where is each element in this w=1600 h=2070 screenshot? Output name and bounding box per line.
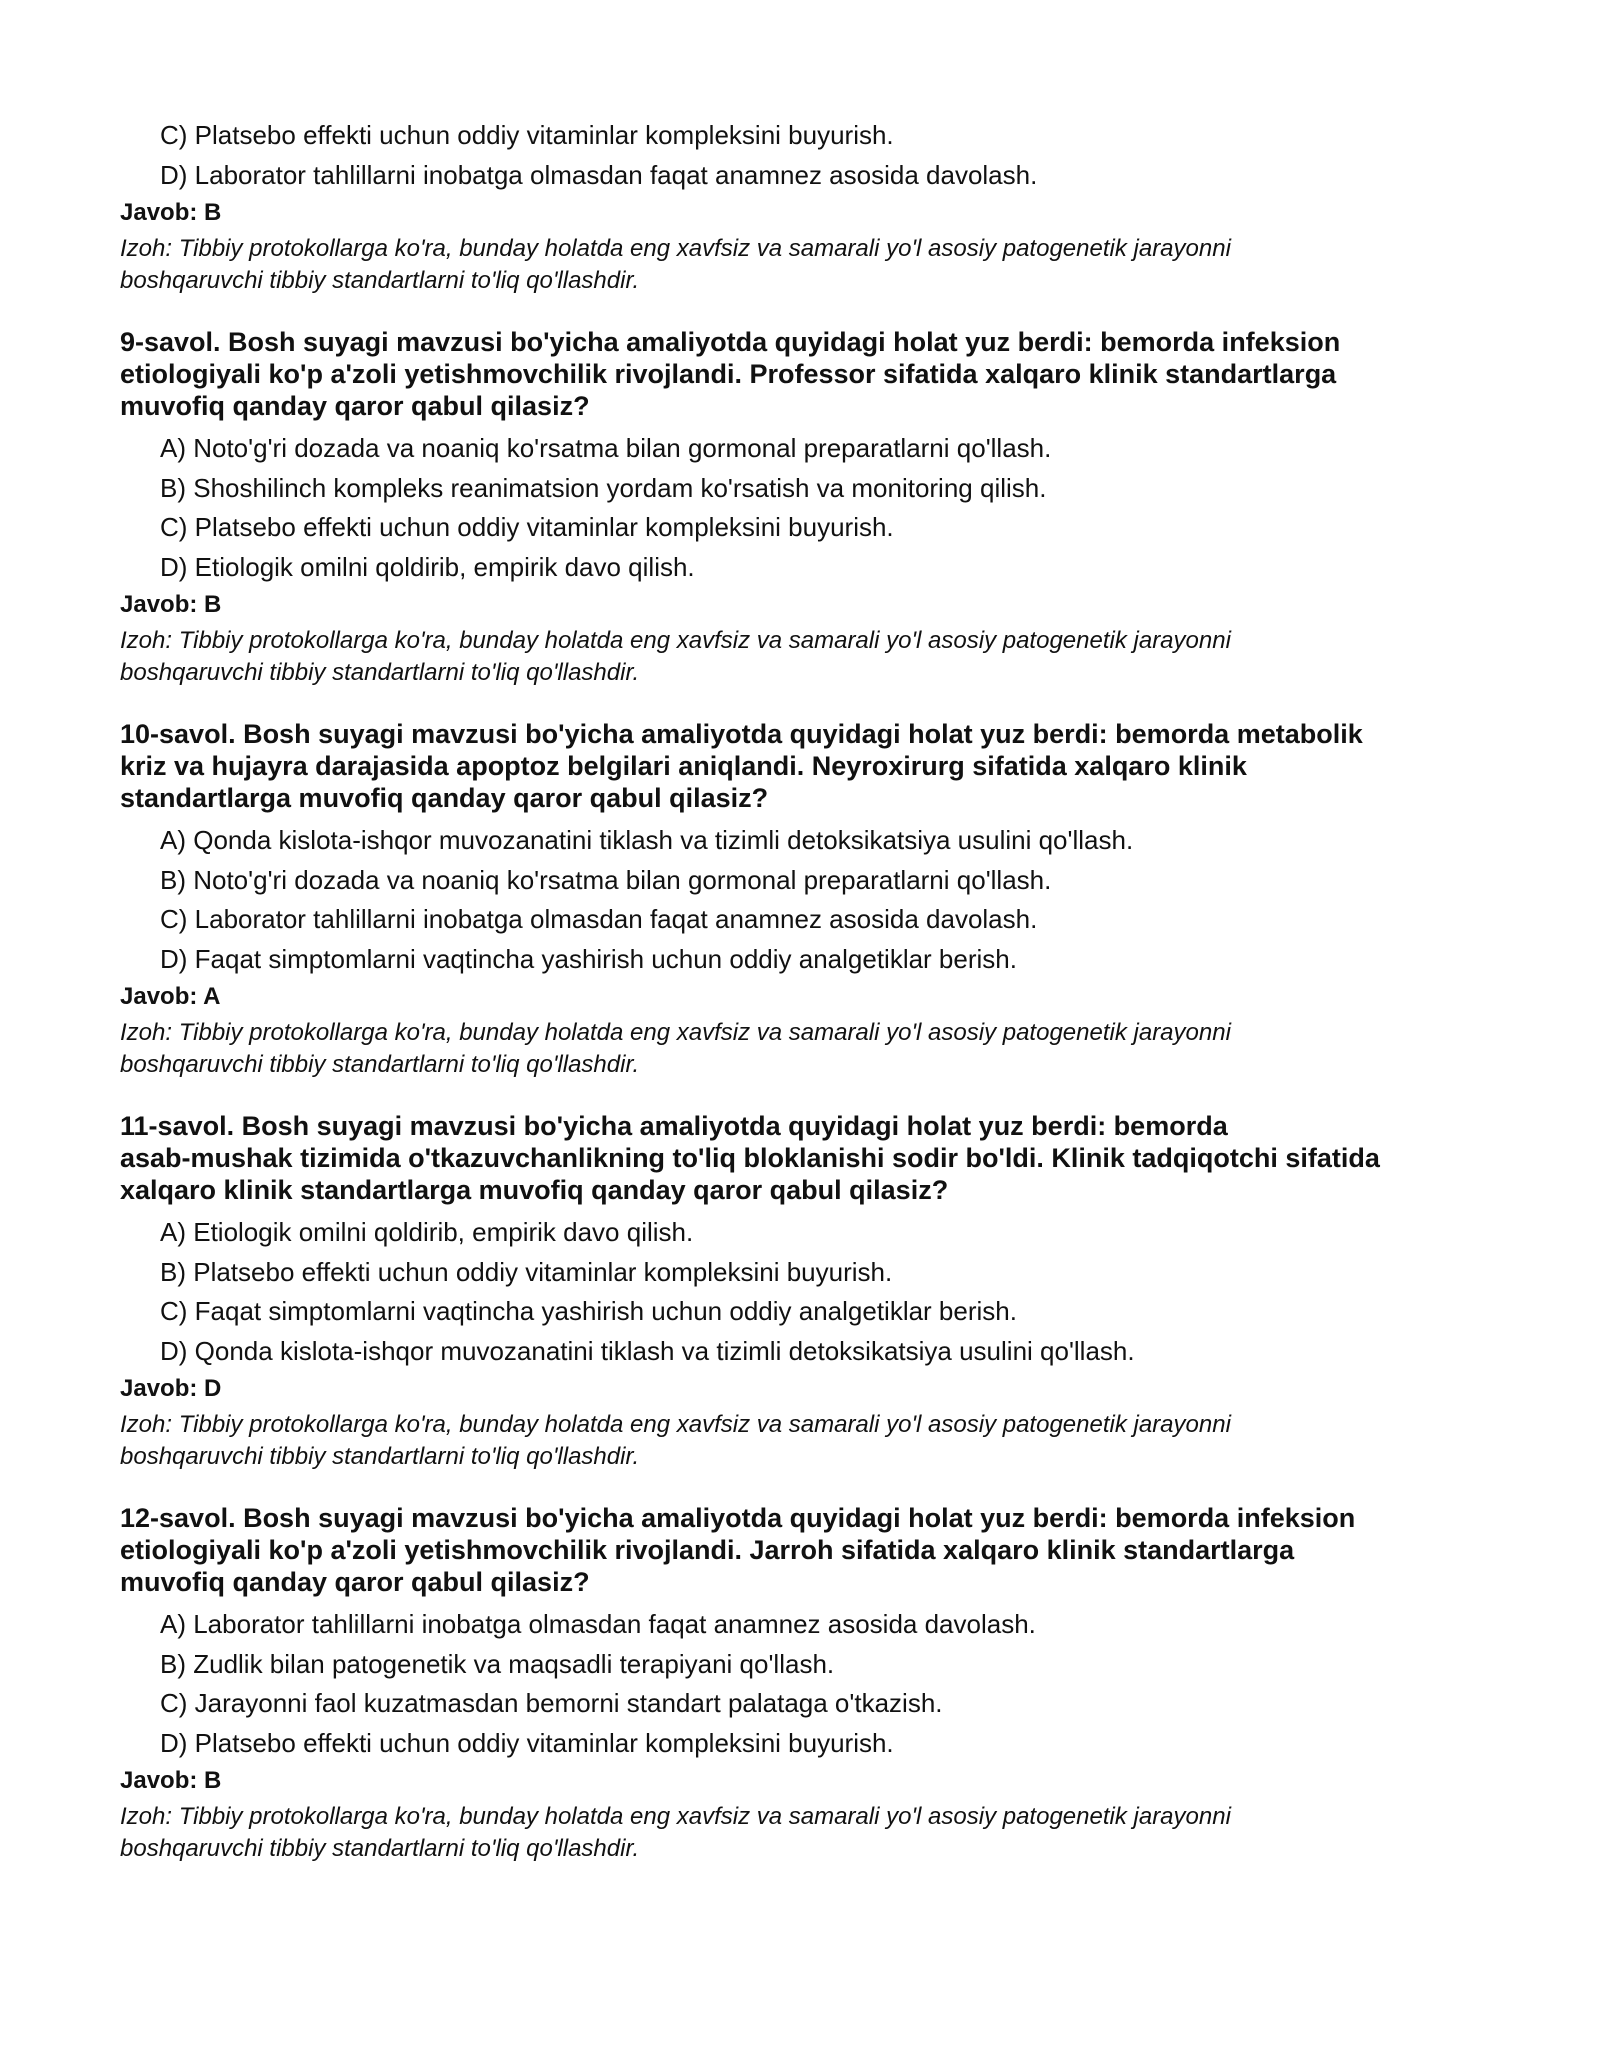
question-line-1: 12-savol. Bosh suyagi mavzusi bo'yicha amaliyotda quyidagi holat yuz berdi: bemorda infeksion <box>120 1503 1356 1533</box>
question-12 <box>120 1502 1480 1865</box>
question-line-2: etiologiyali ko'p a'zoli yetishmovchilik rivojlandi. Professor sifatida xalqaro klinik standartlarga <box>120 359 1337 389</box>
question-line-2: kriz va hujayra darajasida apoptoz belgilari aniqlandi. Neyroxirurg sifatida xalqaro klinik <box>120 751 1247 781</box>
option-a: A) Qonda kislota-ishqor muvozanatini tiklash va tizimli detoksikatsiya usulini qo'llash. <box>160 825 1134 855</box>
option-b: B) Platsebo effekti uchun oddiy vitaminlar kompleksini buyurish. <box>160 1256 893 1287</box>
answer-label: Javob: B <box>120 199 222 226</box>
explanation-line-2: boshqaruvchi tibbiy standartlarni to'liq qo'llashdir. <box>120 267 640 294</box>
question-line-1: 9-savol. Bosh suyagi mavzusi bo'yicha amaliyotda quyidagi holat yuz berdi: bemorda infeksion <box>120 327 1341 357</box>
question-text <box>120 718 1480 814</box>
question-line-3: standartlarga muvofiq qanday qaror qabul qilasiz? <box>120 783 769 813</box>
explanation-line-1: Izoh: Tibbiy protokollarga ko'ra, bunday holatda eng xavfsiz va samarali yo'l asosiy patogenetik jarayonni <box>120 235 1231 262</box>
explanation-note <box>120 1409 1480 1473</box>
document-page <box>120 116 1480 1865</box>
answer-label: Javob: B <box>120 591 222 618</box>
answer-label: Javob: B <box>120 1767 222 1794</box>
option-d: D) Etiologik omilni qoldirib, empirik davo qilish. <box>160 551 695 582</box>
explanation-line-1: Izoh: Tibbiy protokollarga ko'ra, bunday holatda eng xavfsiz va samarali yo'l asosiy patogenetik jarayonni <box>120 627 1231 654</box>
option-b: B) Noto'g'ri dozada va noaniq ko'rsatma bilan gormonal preparatlarni qo'llash. <box>160 864 1052 895</box>
option-d: D) Laborator tahlillarni inobatga olmasdan faqat anamnez asosida davolash. <box>160 159 1038 190</box>
question-line-1: 10-savol. Bosh suyagi mavzusi bo'yicha amaliyotda quyidagi holat yuz berdi: bemorda metabolik <box>120 719 1363 749</box>
option-a: A) Laborator tahlillarni inobatga olmasdan faqat anamnez asosida davolash. <box>160 1609 1036 1639</box>
question-text <box>120 326 1480 422</box>
explanation-line-2: boshqaruvchi tibbiy standartlarni to'liq qo'llashdir. <box>120 659 640 686</box>
question-line-3: muvofiq qanday qaror qabul qilasiz? <box>120 1567 590 1597</box>
question-line-1: 11-savol. Bosh suyagi mavzusi bo'yicha amaliyotda quyidagi holat yuz berdi: bemorda <box>120 1111 1228 1141</box>
option-c: C) Jarayonni faol kuzatmasdan bemorni standart palataga o'tkazish. <box>160 1688 943 1718</box>
option-d: D) Qonda kislota-ishqor muvozanatini tiklash va tizimli detoksikatsiya usulini qo'llash. <box>160 1335 1135 1366</box>
explanation-note <box>120 625 1480 689</box>
question-8-continuation <box>120 116 1480 297</box>
option-c: C) Platsebo effekti uchun oddiy vitaminlar kompleksini buyurish. <box>160 120 894 150</box>
question-9 <box>120 326 1480 689</box>
explanation-line-1: Izoh: Tibbiy protokollarga ko'ra, bunday holatda eng xavfsiz va samarali yo'l asosiy patogenetik jarayonni <box>120 1411 1231 1438</box>
option-b: B) Shoshilinch kompleks reanimatsion yordam ko'rsatish va monitoring qilish. <box>160 472 1047 503</box>
option-b: B) Zudlik bilan patogenetik va maqsadli terapiyani qo'llash. <box>160 1648 835 1679</box>
option-a: A) Noto'g'ri dozada va noaniq ko'rsatma bilan gormonal preparatlarni qo'llash. <box>160 433 1052 463</box>
option-a: A) Etiologik omilni qoldirib, empirik davo qilish. <box>160 1217 694 1247</box>
explanation-note <box>120 1017 1480 1081</box>
explanation-line-2: boshqaruvchi tibbiy standartlarni to'liq qo'llashdir. <box>120 1443 640 1470</box>
explanation-line-1: Izoh: Tibbiy protokollarga ko'ra, bunday holatda eng xavfsiz va samarali yo'l asosiy patogenetik jarayonni <box>120 1803 1231 1830</box>
question-text <box>120 1502 1480 1598</box>
option-d: D) Platsebo effekti uchun oddiy vitaminlar kompleksini buyurish. <box>160 1727 894 1758</box>
option-c: C) Laborator tahlillarni inobatga olmasdan faqat anamnez asosida davolash. <box>160 904 1038 934</box>
explanation-line-2: boshqaruvchi tibbiy standartlarni to'liq qo'llashdir. <box>120 1835 640 1862</box>
option-c: C) Faqat simptomlarni vaqtincha yashirish uchun oddiy analgetiklar berish. <box>160 1296 1017 1326</box>
question-line-3: muvofiq qanday qaror qabul qilasiz? <box>120 391 590 421</box>
answer-label: Javob: A <box>120 983 221 1010</box>
question-11 <box>120 1110 1480 1473</box>
explanation-line-2: boshqaruvchi tibbiy standartlarni to'liq qo'llashdir. <box>120 1051 640 1078</box>
explanation-line-1: Izoh: Tibbiy protokollarga ko'ra, bunday holatda eng xavfsiz va samarali yo'l asosiy patogenetik jarayonni <box>120 1019 1231 1046</box>
explanation-note <box>120 1801 1480 1865</box>
explanation-note <box>120 233 1480 297</box>
question-line-2: asab-mushak tizimida o'tkazuvchanlikning to'liq bloklanishi sodir bo'ldi. Klinik tadqiqotchi sifatida <box>120 1143 1380 1173</box>
question-line-3: xalqaro klinik standartlarga muvofiq qanday qaror qabul qilasiz? <box>120 1175 949 1205</box>
question-line-2: etiologiyali ko'p a'zoli yetishmovchilik rivojlandi. Jarroh sifatida xalqaro klinik standartlarga <box>120 1535 1295 1565</box>
answer-label: Javob: D <box>120 1375 222 1402</box>
option-c: C) Platsebo effekti uchun oddiy vitaminlar kompleksini buyurish. <box>160 512 894 542</box>
option-d: D) Faqat simptomlarni vaqtincha yashirish uchun oddiy analgetiklar berish. <box>160 943 1017 974</box>
question-text <box>120 1110 1480 1206</box>
question-10 <box>120 718 1480 1081</box>
